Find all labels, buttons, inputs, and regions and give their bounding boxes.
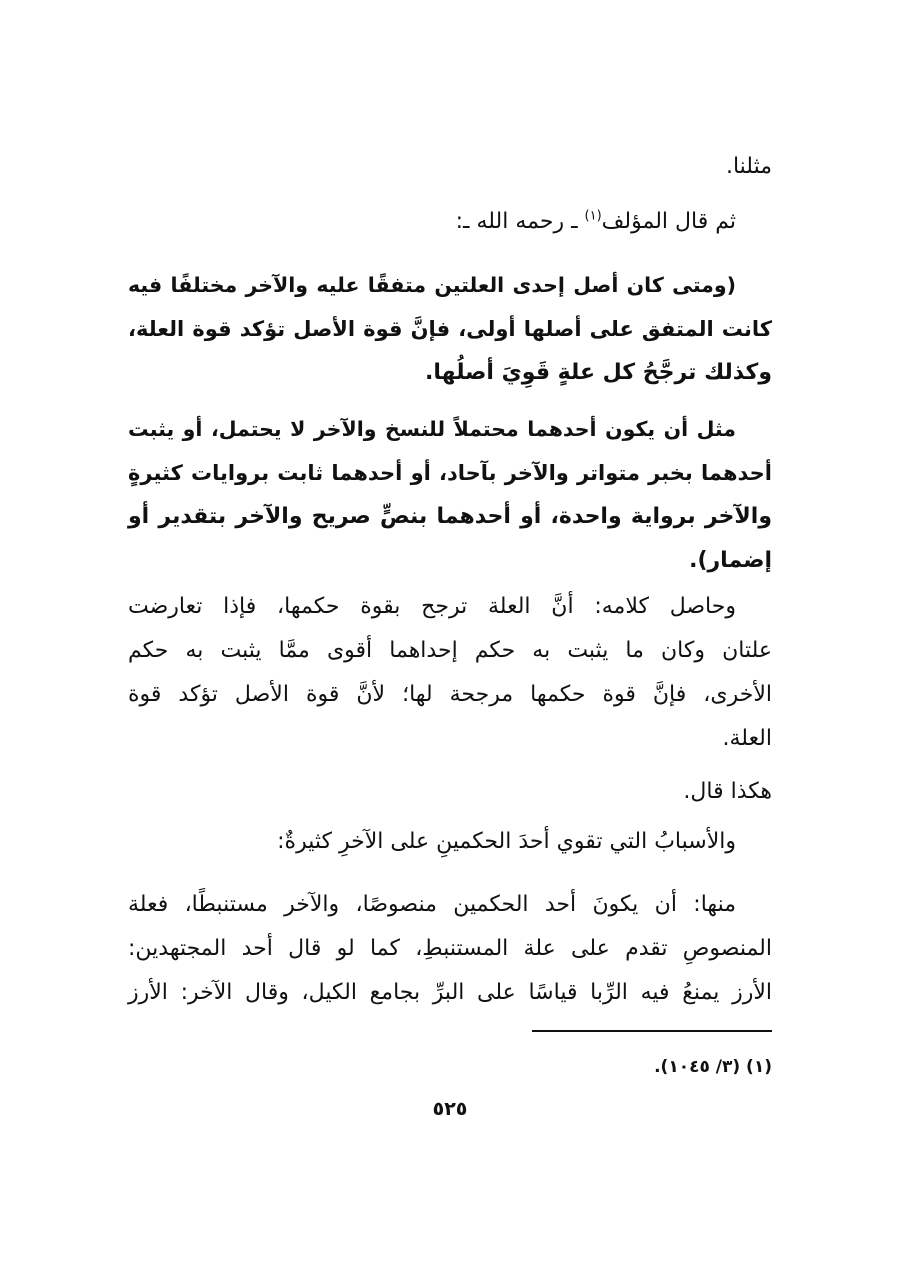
text-line: مثلنا. [725,154,772,179]
author-intro-end: ـ رحمه الله ـ: [455,209,585,234]
text-line: المنصوصِ تقدم على علة المستنبطِ، كما لو قال أحد المجتهدين: [128,936,772,961]
commentary-paragraph-3 [128,820,772,864]
footnote-marker: (١) [584,208,602,224]
text-line: إضمار). [689,548,772,573]
text-line: كانت المتفق على أصلها أولى، فإنَّ قوة الأصل تؤكد قوة العلة، [128,317,772,341]
commentary-paragraph-1 [128,585,772,761]
footnote-separator [532,1030,772,1032]
text-line: الأخرى، فإنَّ قوة حكمها مرجحة لها؛ لأنَّ قوة الأصل تؤكد قوة [128,682,772,707]
text-line: الأرز يمنعُ فيه الرِّبا قياسًا على البرِّ بجامع الكيل، وقال الآخر: الأرز [128,980,772,1005]
text-line: والأسبابُ التي تقوي أحدَ الحكمينِ على الآخرِ كثيرةٌ: [277,829,736,854]
text-line: هكذا قال. [683,779,772,804]
text-line: وحاصل كلامه: أنَّ العلة ترجح بقوة حكمها، فإذا تعارضت [128,594,736,619]
paragraph-1 [128,145,772,189]
text-line: مثل أن يكون أحدهما محتملاً للنسخ والآخر لا يحتمل، أو يثبت [128,417,736,441]
quoted-paragraph-1 [128,263,772,395]
text-line: (ومتى كان أصل إحدى العلتين متفقًا عليه والآخر مختلفًا فيه [128,273,736,297]
text-line: منها: أن يكونَ أحد الحكمين منصوصًا، والآخر مستنبطًا، فعلة [128,892,736,917]
paragraph-2 [128,200,772,244]
footnote: (١) (٣/ ١٠٤٥). [654,1057,772,1077]
text-line: العلة. [722,726,772,751]
commentary-paragraph-4 [128,883,772,1015]
commentary-paragraph-2 [128,770,772,814]
text-line: أحدهما بخبر متواتر والآخر بآحاد، أو أحدهما ثابت بروايات كثيرةٍ [128,461,772,485]
page-number: ٥٢٥ [432,1098,468,1120]
author-intro: ثم قال المؤلف [601,209,736,234]
text-line: وكذلك ترجَّحُ كل علةٍ قَوِيَ أصلُها. [425,360,772,385]
text-line: علتان وكان ما يثبت به حكم إحداهما أقوى ممَّا يثبت به حكم [128,638,772,663]
text-line: والآخر برواية واحدة، أو أحدهما بنصٍّ صريح والآخر بتقدير أو [128,504,772,529]
text-line [128,200,772,244]
quoted-paragraph-2 [128,407,772,583]
